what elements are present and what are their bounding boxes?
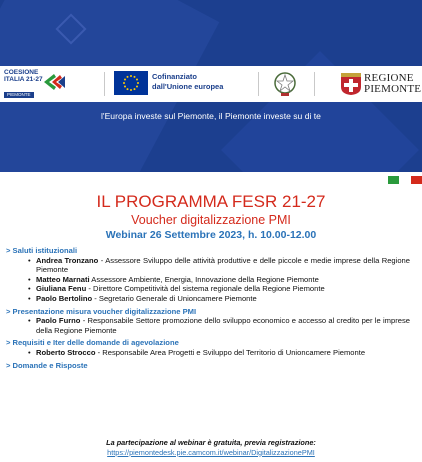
speaker-item (36, 316, 416, 335)
regione-piemonte-logo (340, 70, 422, 98)
eu-text-line: Cofinanziato (152, 72, 197, 81)
registration-note: La partecipazione al webinar è gratuita, previa registrazione: (106, 438, 316, 447)
speaker-item (36, 348, 416, 358)
agenda-section-heading: > Saluti istituzionali (6, 246, 78, 255)
regione-line: PIEMONTE (364, 83, 422, 95)
logo-divider (314, 72, 315, 96)
webinar-date: Webinar 26 Settembre 2023, h. 10.00-12.00 (105, 229, 317, 241)
logo-bar (0, 66, 422, 102)
agenda-list (6, 316, 416, 335)
coesione-region-tag: PIEMONTE (4, 92, 34, 98)
program-subtitle: Voucher digitalizzazione PMI (131, 213, 291, 227)
registration-link[interactable]: https://piemontedesk.pie.camcom.it/webinar/DigitalizzazionePMI (107, 447, 315, 457)
coesione-italia-logo (4, 69, 68, 99)
speaker-name: Giuliana Fenu (36, 284, 87, 294)
speaker-role: - Responsabile Settore promozione dello sviluppo economico e accesso al credito per le imprese della Regione Piemonte (36, 316, 410, 335)
agenda-list (6, 348, 416, 358)
agenda-section-heading: > Requisiti e Iter delle domande di agevolazione (6, 338, 179, 348)
italian-republic-emblem (272, 70, 298, 98)
agenda-section-heading: > Domande e Risposte (6, 360, 88, 370)
italian-flag-strip (388, 176, 422, 184)
agenda-list (6, 256, 416, 304)
eu-cofinanced-label (152, 72, 223, 92)
speaker-role: - Segretario Generale di Unioncamere Piemonte (92, 293, 257, 303)
coesione-subtext: ITALIA 21-27 (4, 76, 43, 83)
agenda (6, 246, 416, 370)
speaker-name: Roberto Strocco (36, 347, 96, 357)
program-title: IL PROGRAMMA FESR 21-27 (96, 192, 326, 211)
logo-divider (258, 72, 259, 96)
speaker-name: Andrea Tronzano (36, 255, 99, 265)
coesione-mark-icon (44, 72, 66, 92)
speaker-item (36, 256, 416, 275)
speaker-role: - Assessore Sviluppo delle attività produttive e delle piccole e medie imprese della Regione Piemonte (36, 255, 410, 275)
header-banner (0, 0, 422, 172)
agenda-section-heading: > Presentazione misura voucher digitalizzazione PMI (6, 306, 197, 316)
speaker-role: Assessore Ambiente, Energia, Innovazione della Regione Piemonte (89, 274, 319, 284)
tagline: l'Europa investe sul Piemonte, il Piemonte investe su di te (101, 111, 321, 121)
regione-piemonte-shield (340, 72, 362, 96)
speaker-role: - Direttore Competitività del sistema regionale della Regione Piemonte (86, 284, 325, 294)
speaker-item (36, 284, 416, 294)
speaker-role: - Responsabile Area Progetti e Sviluppo del Territorio di Unioncamere Piemonte (95, 347, 366, 357)
speaker-name: Matteo Marnati (36, 274, 90, 284)
speaker-name: Paolo Furno (36, 316, 81, 326)
speaker-item (36, 294, 416, 304)
footer (0, 438, 422, 457)
coesione-text: COESIONE (4, 69, 39, 76)
speaker-name: Paolo Bertolino (36, 293, 93, 303)
logo-divider (104, 72, 105, 96)
eu-text-line: dall'Unione europea (152, 82, 224, 91)
regione-name (364, 73, 421, 95)
eu-flag-icon (114, 71, 148, 95)
speaker-item (36, 275, 416, 285)
regione-line: REGIONE (364, 72, 414, 84)
